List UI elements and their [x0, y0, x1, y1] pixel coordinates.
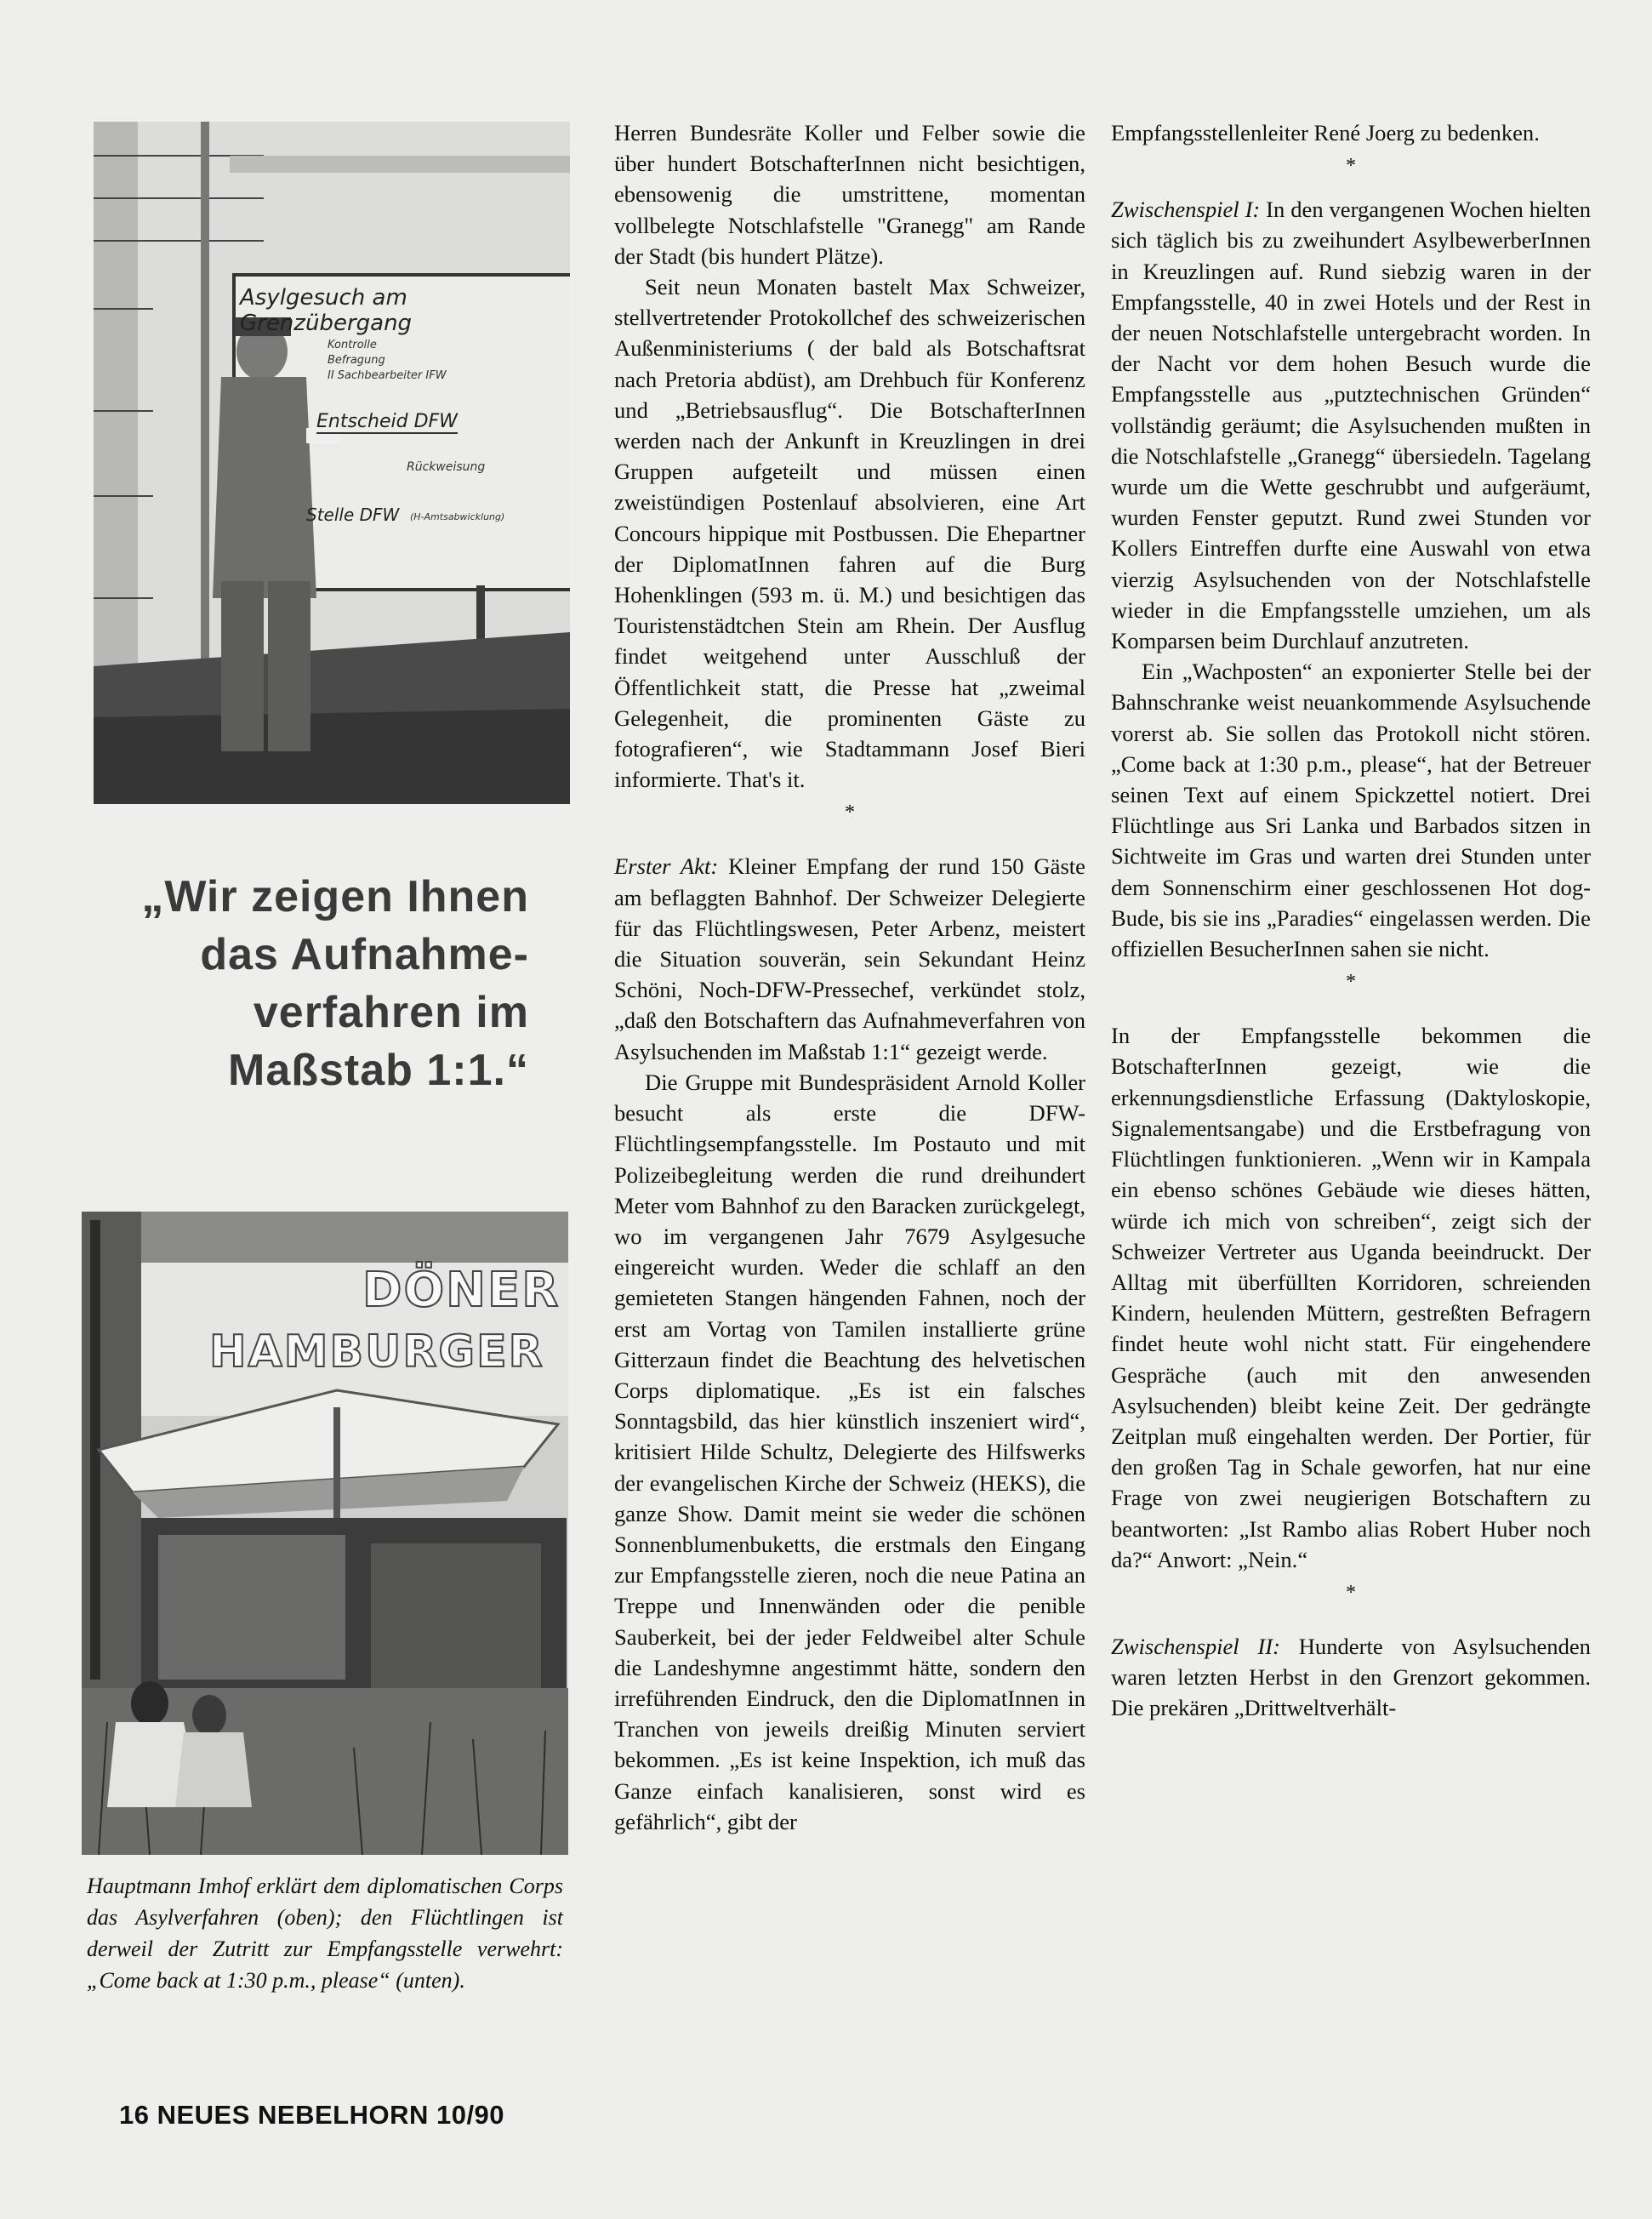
paragraph: Die Gruppe mit Bundespräsident Arnold Koller besucht als erste die DFW-Flüchtlingsempfangsstelle. Im Postauto und mit Polizeibegleitung werden die rund dreihundert Meter vom Bahnhof zu den Baracken zurückgelegt, wo im vergangenen Jahr 7679 Asylgesuche eingereicht wurden. Weder die schlaff an den gemieteten Stangen hängenden Fahnen, noch der erst am Vortag von Tamilen installierte grüne Gitterzaun findet die Beachtung des helvetischen Corps diplomatique. „Es ist ein falsches Sonntagsbild, das hier künstlich inszeniert wird“, kritisiert Hilde Schultz, Delegierte des Hilfswerks der evangelischen Kirche der Schweiz (HEKS), die ganze Show. Damit meint sie weder die schönen Sonnenblumenbuketts, die erstmals den Eingang zur Empfangsstelle zieren, noch die neue Patina an Treppe und Innenwänden oder die penible Sauberkeit, bei der jeder Feldweibel alter Schule die Landeshymne angestimmt hätte, sondern den irreführenden Eindruck, den die DiplomatInnen in Tranchen von jeweils dreißig Minuten serviert bekommen. „Es ist keine Inspektion, ich muß das Ganze einfach kanalisieren, sonst wird es gefährlich“, gibt der: [614, 1069, 1085, 1834]
sign-return: Rückweisung: [407, 460, 486, 474]
sign-doner: DÖNER: [362, 1263, 561, 1318]
sign-line-1: Kontrolle: [328, 339, 377, 351]
sign-small: (H-Amtsabwicklung): [410, 511, 505, 522]
paragraph-lead: Erster Akt:: [614, 853, 719, 880]
sign-line-3: II Sachbearbeiter IFW: [328, 369, 447, 382]
paragraph: In der Empfangsstelle bekommen die BotschafterInnen gezeigt, wie die erkennungsdienstliche Erfassung (Daktyloskopie, Signalementsangabe) und die Erstbefragung von Flüchtlingen funktionieren. „Wenn wir in Kampala ein ebenso schönes Gebäude wie dieses hätten, würde ich mich von schreiben“, zeigt sich der Schweizer Vertreter aus Uganda beeindruckt. Der Alltag mit überfüllten Korridoren, schreienden Kindern, heulenden Müttern, gestreßten Befragern findet heute wohl nicht statt. Für eingehendere Gespräche (auch mit den anwesenden Asylsuchenden) bleibt keine Zeit. Der gedrängte Zeitplan muß eingehalten werden. Der Portier, für den großen Tag in Schale geworfen, hat nur eine Frage von zwei neugierigen Botschaftern zu beantworten: „Ist Rambo alias Robert Huber noch da?“ Anwort: „Nein.“: [1111, 1023, 1591, 1572]
paragraph: Empfangsstellenleiter René Joerg zu bedenken.: [1111, 120, 1540, 145]
paragraph-zwischenspiel-2: [1111, 1631, 1591, 1724]
section-divider-star: *: [1346, 155, 1356, 178]
section-divider-star: *: [1346, 971, 1356, 994]
pull-quote-line-4: Maßstab 1:1.“: [228, 1046, 529, 1095]
paragraph: Herren Bundesräte Koller und Felber sowie die über hundert BotschafterInnen nicht besichtigen, ebensowenig die umstrittene, momentan vollbelegte Notschlafstelle "Granegg" am Rande der Stadt (bis hundert Plätze).: [614, 120, 1085, 269]
page-footer: 16 NEUES NEBELHORN 10/90: [119, 2100, 505, 2130]
paragraph-zwischenspiel-1: [1111, 194, 1591, 656]
paragraph-body: Kleiner Empfang der rund 150 Gäste am beflaggten Bahnhof. Der Schweizer Delegierte für das Flüchtlingswesen, Peter Arbenz, meistert die Situation souverän, sein Sekundant Heinz Schöni, Noch-DFW-Pressechef, verkündet stolz, „daß den Botschaftern das Aufnahmeverfahren von Asylsuchenden im Maßstab 1:1“ gezeigt werde.: [614, 853, 1085, 1064]
section-divider-star: *: [845, 801, 855, 824]
pull-quote: [87, 868, 529, 1099]
sign-title: Asylgesuch am Grenzübergang: [240, 285, 413, 336]
paragraph-body: In den vergangenen Wochen hielten sich täglich bis zu zweihundert AsylbewerberInnen in Kreuzlingen auf. Rund siebzig waren in der Empfangsstelle, 40 in zwei Hotels und der Rest in der neuen Notschlafstelle untergebracht worden. In der Nacht vor dem hohen Besuch wurde die Empfangsstelle aus „putztechnischen Gründen“ vollständig geräumt; die Asylsuchenden mußten in die Notschlafstelle „Granegg“ übersiedeln. Tagelang wurde um die Wette geschrubbt und aufgeräumt, wurden Fenster geputzt. Rund zwei Stunden vor Kollers Eintreffen durfte eine Auswahl von etwa vierzig Asylsuchenden von der Notschlafstelle wieder in die Empfangsstelle umziehen, um als Komparsen beim Durchlauf anzutreten.: [1111, 197, 1591, 654]
sign-decision: Entscheid DFW: [316, 411, 458, 432]
photo-caption: Hauptmann Imhof erklärt dem diplomatischen Corps das Asylverfahren (oben); den Flüchtlingen ist derweil der Zutritt zur Empfangsstelle verwehrt: „Come back at 1:30 p.m., please“ (unten).: [87, 1874, 563, 1993]
photo-kiosk-umbrella: [82, 1212, 568, 1855]
photo-officer-sign: [94, 122, 570, 804]
paragraph: Ein „Wachposten“ an exponierter Stelle bei der Bahnschranke weist neuankommende Asylsuchende vorerst ab. Sie sollen das Protokoll nicht stören. „Come back at 1:30 p.m., please“, hat der Betreuer seinen Text auf einem Spickzettel notiert. Drei Flüchtlinge aus Sri Lanka und Barbados sitzen in Sichtweite im Gras und warten drei Stunden unter dem Sonnenschirm einer geschlossenen Hot dog-Bude, bis sie ins „Paradies“ eingelassen werden. Die offiziellen BesucherInnen sahen sie nicht.: [1111, 659, 1591, 962]
sign-stelle: Stelle DFW: [306, 505, 400, 525]
paragraph-body: Hunderte von Asylsuchenden waren letzten Herbst in den Grenzort gekommen. Die prekären „Drittweltverhält-: [1111, 1633, 1591, 1721]
article-column-3: [1111, 117, 1591, 1724]
pull-quote-line-3: verfahren im: [253, 988, 529, 1037]
paragraph-erster-akt: [614, 851, 1085, 1066]
paragraph-lead: Zwischenspiel I:: [1111, 197, 1261, 223]
paragraph-lead: Zwischenspiel II:: [1111, 1633, 1280, 1659]
sign-line-2: Befragung: [328, 354, 385, 367]
paragraph: Seit neun Monaten bastelt Max Schweizer, stellvertretender Protokollchef des schweizerischen Außenministeriums ( der bald als Botschaftsrat nach Pretoria abdüst), am Drehbuch für Konferenz und „Betriebsausflug“. Die BotschafterInnen werden nach der Ankunft in Kreuzlingen in drei Gruppen aufgeteilt und müssen einen zweistündigen Postenlauf absolvieren, eine Art Concours hippique mit Postbussen. Die Ehepartner der DiplomatInnen fahren auf die Burg Hohenklingen (593 m. ü. M.) und besichtigen das Touristenstädtchen Stein am Rhein. Der Ausflug findet weitgehend unter Ausschluß der Öffentlichkeit statt, die Presse hat „zweimal Gelegenheit, die prominenten Gäste zu fotografieren“, wie Stadtammann Josef Bieri informierte. That's it.: [614, 274, 1085, 793]
pull-quote-line-1: „Wir zeigen Ihnen: [141, 872, 529, 921]
section-divider-star: *: [1346, 1581, 1356, 1604]
pull-quote-line-2: das Aufnahme-: [200, 930, 529, 979]
article-column-2: [614, 117, 1085, 1837]
sign-hamburger: HAMBURGER: [209, 1326, 544, 1378]
